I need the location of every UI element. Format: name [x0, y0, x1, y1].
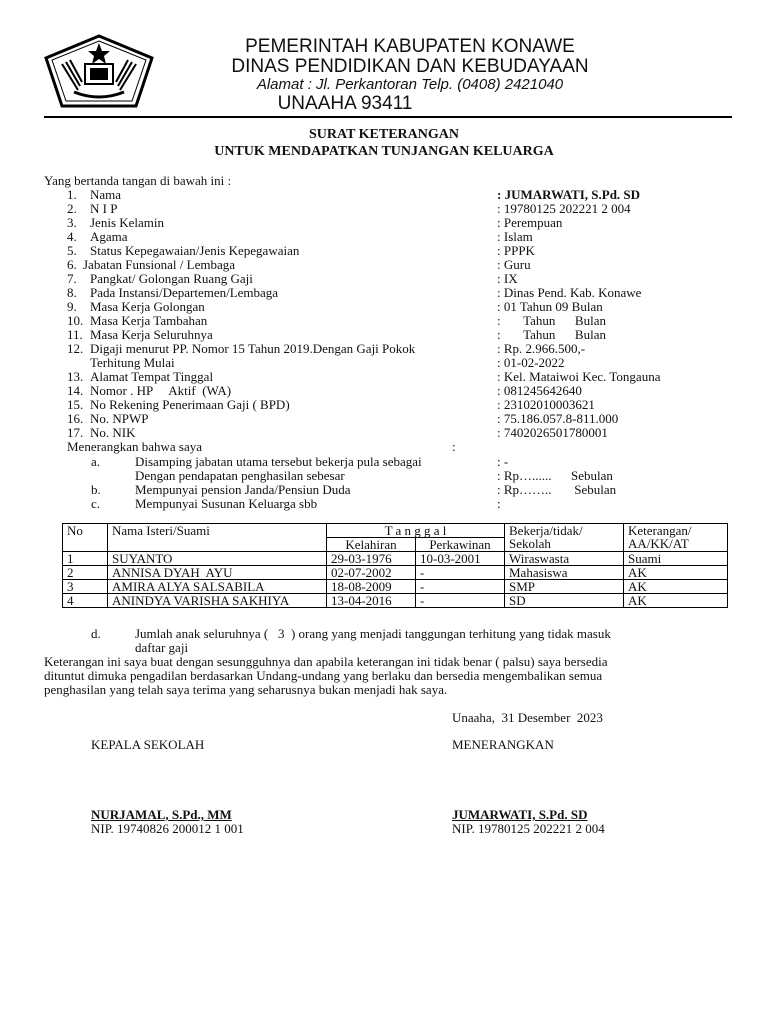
field-num: 6. — [67, 257, 77, 272]
declaration-value: : — [497, 496, 501, 511]
declaration-value: : Rp…….. Sebulan — [497, 482, 617, 497]
field-num: 7. — [67, 271, 77, 286]
field-num: 2. — [67, 201, 77, 216]
header-bekerja-line2: Sekolah — [509, 536, 551, 551]
row-kawin: 10-03-2001 — [416, 552, 505, 566]
field-label: No. NPWP — [90, 411, 149, 426]
field-num: 11. — [67, 327, 83, 342]
table-row — [63, 594, 728, 608]
row-kerja: Wiraswasta — [505, 552, 624, 566]
row-lahir: 29-03-1976 — [327, 552, 416, 566]
letterhead-city: UNAAHA 93411 — [277, 93, 413, 114]
closing-line3: penghasilan yang telah saya terima yang seharusnya bukan menjadi hak saya. — [44, 682, 448, 697]
declaration-letter: c. — [91, 496, 101, 511]
row-kawin: - — [416, 580, 505, 594]
field-value: : 01-02-2022 — [497, 355, 565, 370]
field-value: : 75.186.057.8-811.000 — [497, 411, 619, 426]
document-title: SURAT KETERANGAN — [308, 127, 459, 142]
declaration-text: Mempunyai pension Janda/Pensiun Duda — [135, 482, 351, 497]
row-ket: AK — [624, 580, 728, 594]
row-lahir: 02-07-2002 — [327, 566, 416, 580]
row-ket: AK — [624, 566, 728, 580]
header-no: No — [63, 524, 108, 552]
letterhead-rule — [44, 116, 732, 118]
table-header-row — [63, 524, 728, 538]
header-ket-line1: Keterangan/ — [628, 523, 692, 538]
closing-line2: dituntut dimuka pengadilan berdasarkan Undang-undang yang berlaku dan bersedia mengembalikan semua — [44, 668, 603, 683]
field-value: : 01 Tahun 09 Bulan — [497, 299, 603, 314]
row-lahir: 13-04-2016 — [327, 594, 416, 608]
row-ket: AK — [624, 594, 728, 608]
field-value: : Tahun Bulan — [497, 313, 606, 328]
field-value: : 19780125 202221 2 004 — [497, 201, 631, 216]
field-num: 8. — [67, 285, 77, 300]
field-label: Jenis Kelamin — [90, 215, 165, 230]
field-value: : IX — [497, 271, 518, 286]
field-num: 17. — [67, 425, 84, 440]
declaration-colon: : — [452, 439, 456, 454]
family-table — [62, 523, 728, 608]
field-value: : 081245642640 — [497, 383, 582, 398]
row-kawin: - — [416, 594, 505, 608]
konawe-regency-emblem-icon — [44, 34, 154, 108]
field-value: : Kel. Mataiwoi Kec. Tongauna — [497, 369, 661, 384]
field-label: Nama — [90, 187, 122, 202]
field-num: 5. — [67, 243, 77, 258]
field-label: Pangkat/ Golongan Ruang Gaji — [90, 271, 253, 286]
table-row — [63, 566, 728, 580]
field-value: : Guru — [497, 257, 531, 272]
field-value: : 7402026501780001 — [497, 425, 608, 440]
field-num: 9. — [67, 299, 77, 314]
field-label: Masa Kerja Golongan — [90, 299, 205, 314]
table-row — [63, 552, 728, 566]
left-signer-title: KEPALA SEKOLAH — [91, 737, 205, 752]
letterhead-department: DINAS PENDIDIKAN DAN KEBUDAYAAN — [231, 56, 589, 77]
item-d-line1: Jumlah anak seluruhnya ( 3 ) orang yang menjadi tanggungan terhitung yang tidak masuk — [135, 626, 611, 641]
left-signer-name: NURJAMAL, S.Pd., MM — [91, 807, 232, 822]
field-label: Digaji menurut PP. Nomor 15 Tahun 2019.Dengan Gaji Pokok — [90, 341, 416, 356]
item-d-line2: daftar gaji — [135, 640, 189, 655]
row-kerja: SMP — [505, 580, 624, 594]
row-name: ANINDYA VARISHA SAKHIYA — [108, 594, 327, 608]
field-label: Terhitung Mulai — [90, 355, 175, 370]
row-no: 4 — [63, 594, 108, 608]
field-label: No Rekening Penerimaan Gaji ( BPD) — [90, 397, 290, 412]
declaration-value: : - — [497, 454, 509, 469]
field-label: Jabatan Funsional / Lembaga — [83, 257, 235, 272]
table-row — [63, 580, 728, 594]
row-no: 2 — [63, 566, 108, 580]
declaration-letter: b. — [91, 482, 101, 497]
field-value: : Islam — [497, 229, 533, 244]
field-value: : Dinas Pend. Kab. Konawe — [497, 285, 642, 300]
field-label: Alamat Tempat Tinggal — [90, 369, 214, 384]
declaration-value: : Rp…...... Sebulan — [497, 468, 613, 483]
right-signer-nip: NIP. 19780125 202221 2 004 — [452, 821, 605, 836]
declaration-letter: a. — [91, 454, 101, 469]
right-signer-title: MENERANGKAN — [452, 737, 554, 752]
closing-line1: Keterangan ini saya buat dengan sesungguhnya dan apabila keterangan ini tidak benar ( palsu) saya bersedia — [44, 654, 608, 669]
field-label: N I P — [90, 201, 118, 216]
field-value: : Tahun Bulan — [497, 327, 606, 342]
row-ket: Suami — [624, 552, 728, 566]
declaration-lead: Menerangkan bahwa saya — [67, 439, 202, 454]
field-value: : PPPK — [497, 243, 535, 258]
item-d-letter: d. — [91, 626, 101, 641]
letterhead-address: Alamat : Jl. Perkantoran Telp. (0408) 2421040 — [256, 76, 564, 93]
intro-text: Yang bertanda tangan di bawah ini : — [44, 173, 232, 188]
field-value: : Perempuan — [497, 215, 563, 230]
field-label: Agama — [90, 229, 128, 244]
declaration-text: Disamping jabatan utama tersebut bekerja pula sebagai — [135, 454, 422, 469]
row-lahir: 18-08-2009 — [327, 580, 416, 594]
row-name: AMIRA ALYA SALSABILA — [108, 580, 327, 594]
field-label: Masa Kerja Tambahan — [90, 313, 208, 328]
place-date: Unaaha, 31 Desember 2023 — [452, 710, 603, 725]
field-num: 16. — [67, 411, 84, 426]
field-num: 4. — [67, 229, 77, 244]
field-num: 13. — [67, 369, 84, 384]
declaration-text: Dengan pendapatan penghasilan sebesar — [135, 468, 345, 483]
field-num: 1. — [67, 187, 77, 202]
left-signer-nip: NIP. 19740826 200012 1 001 — [91, 821, 244, 836]
field-value: : 23102010003621 — [497, 397, 595, 412]
field-num: 12. — [67, 341, 84, 356]
row-kawin: - — [416, 566, 505, 580]
row-no: 1 — [63, 552, 108, 566]
field-label: Masa Kerja Seluruhnya — [90, 327, 213, 342]
field-value-name: : JUMARWATI, S.Pd. SD — [497, 187, 641, 202]
header-name: Nama Isteri/Suami — [108, 524, 327, 552]
field-num: 3. — [67, 215, 77, 230]
row-kerja: SD — [505, 594, 624, 608]
header-bekerja-line1: Bekerja/tidak/ — [509, 523, 583, 538]
field-num: 15. — [67, 397, 84, 412]
field-label: Status Kepegawaian/Jenis Kepegawaian — [90, 243, 300, 258]
row-kerja: Mahasiswa — [505, 566, 624, 580]
header-perkawinan: Perkawinan — [416, 538, 505, 552]
field-label: Pada Instansi/Departemen/Lembaga — [90, 285, 279, 300]
field-label: Nomor . HP Aktif (WA) — [90, 383, 232, 398]
header-kelahiran: Kelahiran — [327, 538, 416, 552]
letterhead-government: PEMERINTAH KABUPATEN KONAWE — [245, 36, 575, 57]
header-bekerja — [505, 524, 624, 552]
header-ket-line2: AA/KK/AT — [628, 536, 689, 551]
document-subtitle: UNTUK MENDAPATKAN TUNJANGAN KELUARGA — [214, 144, 554, 159]
declaration-text: Mempunyai Susunan Keluarga sbb — [135, 496, 318, 511]
row-name: SUYANTO — [108, 552, 327, 566]
row-name: ANNISA DYAH AYU — [108, 566, 327, 580]
row-no: 3 — [63, 580, 108, 594]
right-signer-name: JUMARWATI, S.Pd. SD — [452, 807, 588, 822]
header-tanggal: T a n g g a l — [327, 524, 505, 538]
header-keterangan — [624, 524, 728, 552]
field-num: 10. — [67, 313, 84, 328]
field-label: No. NIK — [90, 425, 136, 440]
field-num: 14. — [67, 383, 84, 398]
field-value: : Rp. 2.966.500,- — [497, 341, 586, 356]
